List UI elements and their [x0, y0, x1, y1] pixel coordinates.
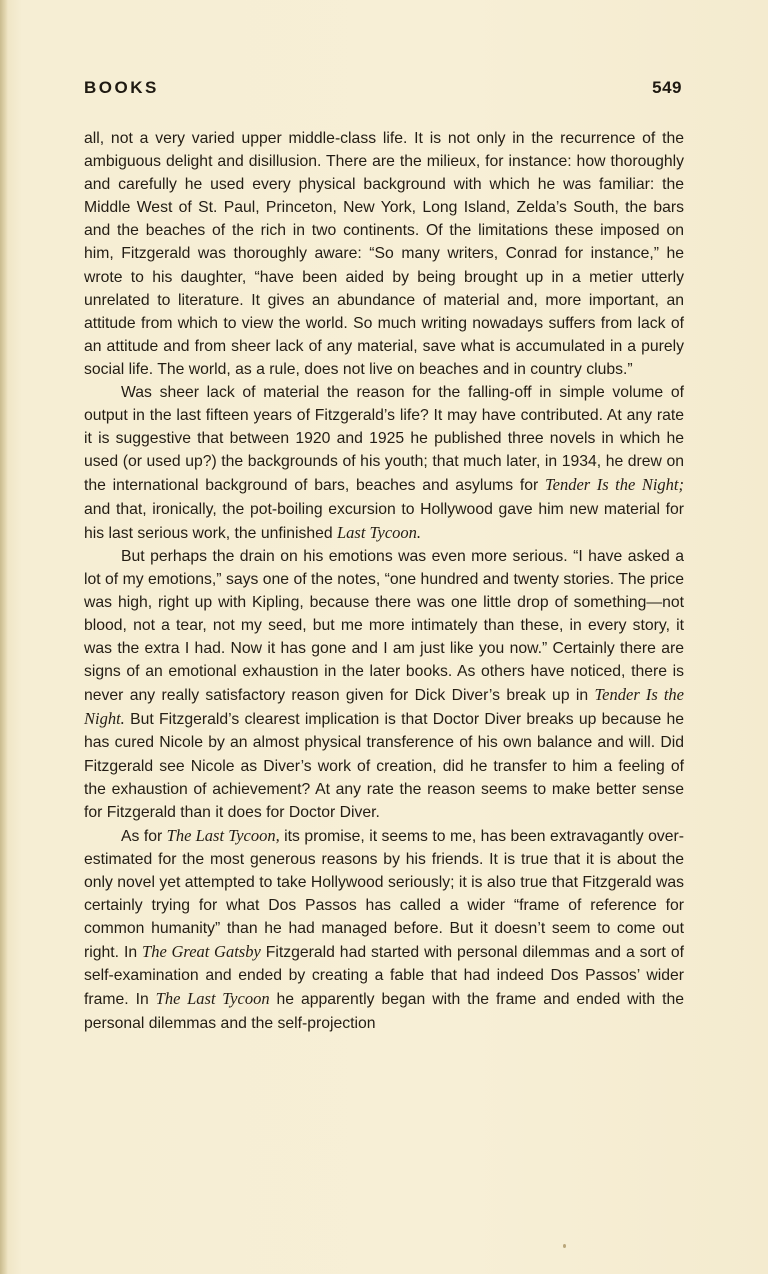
- book-title-italic: Last Tycoon.: [337, 522, 422, 542]
- book-title-italic: Tender Is the Night;: [544, 475, 684, 495]
- paper-speck: [563, 1244, 566, 1248]
- book-title-italic: The Great Gatsby: [142, 942, 261, 962]
- page-number: 549: [652, 78, 682, 97]
- book-title-italic: The Last Tycoon: [155, 989, 270, 1009]
- paragraph-2: [84, 381, 684, 545]
- text-segment: But perhaps the drain on his emotions was even more serious. “I have asked a lot of my emotions,” says one of the notes, “one hundred and twenty stories. The price was high, right up with Kipling, because there was one little drop of something—not blood, not a tear, not my seed, but me more intimately than these, in every story, it was the extra I had. Now it has gone and I am just like you now.” Certainly there are signs of an emotional exhaustion in the later books. As others have noticed, there is never any really satisfactory reason given for Dick Diver’s break up in: [84, 547, 684, 705]
- text-segment: As for: [121, 827, 167, 845]
- body-text: [84, 127, 684, 1035]
- paragraph-1: [84, 127, 684, 381]
- page-header: [84, 78, 682, 104]
- paragraph-3: [84, 545, 684, 824]
- page-gutter-shadow: [0, 0, 8, 1274]
- text-segment: Was sheer lack of material the reason for the falling-off in simple volume of output in the last fifteen years of Fitzgerald’s life? It may have contributed. At any rate it is suggestive that between 1920 and 1925 he published three novels in which he used (or used up?) the backgrounds of his youth; that much later, in 1934, he drew on the international background of bars, beaches and asylums for: [84, 384, 684, 495]
- book-title-italic: Tender Is the Night.: [84, 685, 684, 729]
- running-head: BOOKS: [84, 78, 159, 97]
- text-segment: its promise, it seems to me, has been extravagantly over-estimated for the most generous reasons by his friends. It is true that it is about the only novel yet attempted to take Hollywood seriously; it is also true that Fitzgerald was certainly trying for what Dos Passos has called a wider “frame of reference for common humanity” than he had managed before. But it doesn’t seem to come out right. In: [84, 827, 685, 962]
- paragraph-4: [84, 824, 684, 1035]
- text-segment: But Fitzgerald’s clearest implication is that Doctor Diver breaks up because he has cured Nicole by an almost physical transference of his own balance and will. Did Fitzgerald see Nicole as Diver’s work of creation, did he transfer to him a feeling of the exhaustion of achievement? At any rate the reason seems to make better sense for Fitzgerald than it does for Doctor Diver.: [84, 711, 684, 821]
- text-segment: and that, ironically, the pot-boiling excursion to Hollywood gave him new material for his last serious work, the unfinished: [84, 500, 684, 542]
- text-segment: all, not a very varied upper middle-class life. It is not only in the recurrence of the ambiguous delight and disillusion. There are the milieux, for instance: how thoroughly and carefully he used every physical background with which he was familiar: the Middle West of St. Paul, Princeton, New York, Long Island, Zelda’s South, the bars and the beaches of the rich in two continents. Of the limitations these imposed on him, Fitzgerald was thoroughly aware: “So many writers, Conrad for instance,” he wrote to his daughter, “have been aided by being brought up in a metier utterly unrelated to literature. It gives an abundance of material and, more important, an attitude from which to view the world. So much writing nowadays suffers from lack of an attitude and from sheer lack of any material, save what is accumulated in a purely social life. The world, as a rule, does not live on beaches and in country clubs.”: [84, 130, 684, 378]
- text-segment: he apparently began with the frame and ended with the personal dilemmas and the self-projection: [84, 991, 684, 1032]
- text-segment: Fitzgerald had started with personal dilemmas and a sort of self-examination and ended by creating a fable that had indeed Dos Passos’ wider frame. In: [84, 944, 684, 1009]
- book-title-italic: The Last Tycoon,: [166, 825, 280, 845]
